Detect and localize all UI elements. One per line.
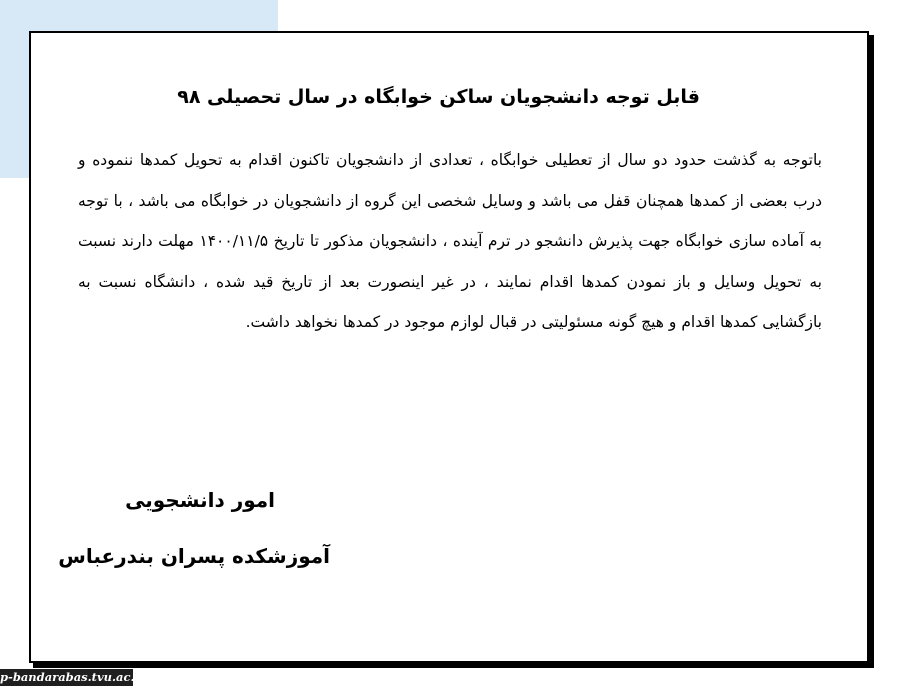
footer-url-link[interactable]: p-bandarabas.tvu.ac.ir	[0, 670, 145, 684]
signature-department: امور دانشجویی	[125, 488, 275, 512]
signature-school: آموزشکده پسران بندرعباس	[58, 544, 330, 568]
notice-title: قابل توجه دانشجویان ساکن خوابگاه در سال تحصیلی ۹۸	[177, 86, 700, 108]
notice-frame	[29, 31, 869, 663]
notice-body: باتوجه به گذشت حدود دو سال از تعطیلی خوابگاه ، تعدادی از دانشجویان تاکنون اقدام به تحویل کمدها ننموده و درب بعضی از کمدها همچنان قفل می باشد و وسایل شخصی این گروه از دانشجویان در خوابگاه می باشد ، با توجه به آماده سازی خوابگاه جهت پذیرش دانشجو در ترم آینده ، دانشجویان مذکور تا تاریخ ۱۴۰۰/۱۱/۵ مهلت دارند نسبت به تحویل وسایل و باز نمودن کمدها اقدام نمایند ، در غیر اینصورت بعد از تاریخ قید شده ، دانشگاه نسبت به بازگشایی کمدها اقدام و هیچ گونه مسئولیتی در قبال لوازم موجود در کمدها نخواهد داشت.	[78, 151, 822, 331]
